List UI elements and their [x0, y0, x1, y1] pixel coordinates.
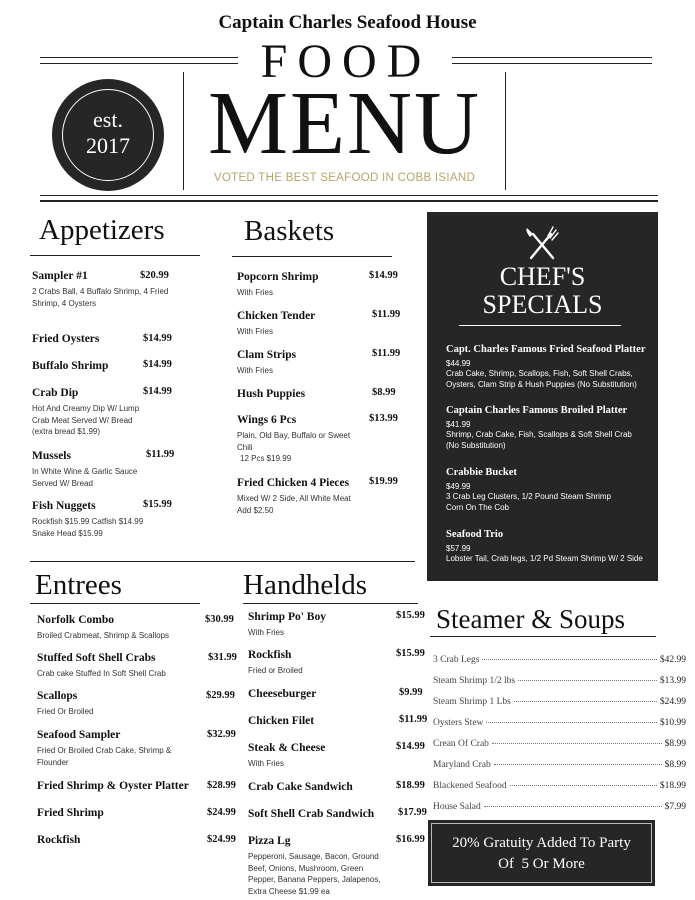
menu-item: [32, 387, 150, 438]
menu-item: [37, 729, 182, 768]
item-price: $14.99: [396, 741, 425, 752]
item-desc: Rockfish $15.99 Catfish $14.99 Snake Head $15.99: [32, 517, 144, 538]
entrees-top-rule: [30, 561, 415, 562]
item-desc: Fried or Broiled: [248, 666, 303, 675]
menu-item: [32, 500, 144, 539]
steamer-rule: [430, 636, 656, 637]
menu-item: [248, 781, 353, 793]
est-badge: [52, 79, 164, 191]
item-price: $15.99: [396, 648, 425, 659]
item-price: $30.99: [205, 614, 234, 625]
item-price: $31.99: [208, 652, 237, 663]
menu-item: [248, 808, 374, 820]
item-name: Crab Dip: [32, 387, 79, 399]
item-name: Oysters Stew: [433, 718, 484, 728]
item-desc: In White Wine & Garlic Sauce Served W/ Bread: [32, 467, 138, 488]
menu-item: [237, 414, 363, 465]
steamer-title: Steamer & Soups: [436, 604, 625, 634]
item-desc: Crab cake Stuffed In Soft Shell Crab: [37, 669, 166, 678]
item-price: $13.99: [369, 413, 398, 424]
appetizers-title: Appetizers: [39, 214, 165, 246]
item-name: Crabbie Bucket: [446, 467, 517, 478]
menu-item: [237, 271, 318, 299]
item-name: 3 Crab Legs: [433, 655, 480, 665]
item-name: Chicken Tender: [237, 310, 316, 322]
menu-item: [37, 834, 80, 846]
menu-item: [237, 310, 315, 338]
steamer-item: [433, 802, 686, 812]
handhelds-title: Handhelds: [243, 569, 368, 601]
chef-special-item: [446, 467, 656, 513]
menu-item: [32, 333, 99, 345]
est-year: 2017: [86, 133, 130, 158]
item-name: Capt. Charles Famous Fried Seafood Platter: [446, 344, 646, 355]
fork-knife-icon: [524, 225, 560, 261]
chef-special-item: [446, 344, 656, 390]
item-price: $49.99: [446, 482, 471, 491]
item-name: Sampler #1: [32, 270, 88, 282]
item-desc: With Fries: [237, 288, 273, 297]
item-price: $14.99: [369, 270, 398, 281]
leader-dots: [486, 722, 656, 723]
item-desc-extra: 12 Pcs $19.99: [240, 454, 292, 463]
item-name: Chicken Filet: [248, 715, 315, 727]
steamer-item: [433, 697, 686, 707]
gratuity-line2: Of 5 Or More: [498, 856, 585, 872]
header-bottom-rule-2: [40, 200, 658, 202]
item-name: Soft Shell Crab Sandwich: [248, 808, 375, 820]
header-rule-right-bottom: [452, 63, 652, 64]
item-price: $44.99: [446, 359, 471, 368]
item-desc: With Fries: [248, 628, 284, 637]
item-price: $18.99: [396, 780, 425, 791]
food-heading: FOOD: [260, 35, 432, 88]
item-name: Blackened Seafood: [433, 781, 507, 791]
menu-item: [32, 360, 108, 372]
item-name: Rockfish: [37, 834, 81, 846]
item-price: $11.99: [399, 714, 428, 725]
item-price: $42.99: [659, 655, 686, 665]
item-price: $28.99: [207, 780, 236, 791]
baskets-rule: [232, 256, 392, 257]
item-name: Scallops: [37, 690, 78, 702]
header-rule-left-bottom: [40, 63, 238, 64]
menu-item: [237, 477, 363, 516]
gratuity-box-border: [431, 823, 652, 883]
menu-item: [248, 715, 314, 727]
item-name: Shrimp Po' Boy: [248, 611, 326, 623]
item-name: Crean Of Crab: [433, 739, 489, 749]
menu-item: [237, 349, 296, 377]
menu-item: [37, 780, 189, 792]
restaurant-name: Captain Charles Seafood House: [218, 12, 477, 33]
menu-item: [248, 688, 316, 700]
item-desc: Plain, Old Bay, Buffalo or Sweet Chili: [237, 431, 351, 452]
est-label: est.: [93, 107, 123, 132]
item-desc: Crab Cake, Shrimp, Scallops, Fish, Soft Shell Crabs, Oysters, Clam Strip & Hush Puppies (No Substitution): [446, 369, 637, 389]
item-price: $8.99: [664, 760, 686, 770]
header-bottom-rule-1: [40, 195, 658, 196]
item-price: $10.99: [659, 718, 686, 728]
entrees-rule: [30, 603, 200, 604]
item-price: $20.99: [140, 270, 169, 281]
item-price: $17.99: [398, 807, 427, 818]
menu-heading: MENU: [208, 74, 481, 173]
leader-dots: [518, 680, 657, 681]
chefs-title-line2: SPECIALS: [482, 290, 603, 319]
gratuity-line1: 20% Gratuity Added To Party: [452, 835, 631, 851]
leader-dots: [492, 743, 662, 744]
entrees-title: Entrees: [35, 569, 122, 601]
item-name: Hush Puppies: [237, 388, 306, 400]
steamer-item: [433, 718, 686, 728]
item-desc: Broiled Crabmeat, Shrimp & Scallops: [37, 631, 170, 640]
header-rule-right-top: [452, 57, 652, 58]
menu-item: [37, 652, 166, 680]
leader-dots: [484, 806, 662, 807]
chef-special-item: [446, 405, 656, 451]
item-name: Seafood Sampler: [37, 729, 121, 741]
item-desc: 2 Crabs Ball, 4 Buffalo Shrimp, 4 Fried Shrimp, 4 Oysters: [32, 287, 169, 308]
item-name: Fried Chicken 4 Pieces: [237, 477, 350, 489]
item-price: $11.99: [146, 449, 175, 460]
item-name: Rockfish: [248, 649, 292, 661]
menu-item: [248, 835, 388, 897]
chef-special-item: [446, 529, 656, 564]
item-name: Fried Shrimp & Oyster Platter: [37, 780, 189, 792]
menu-item: [248, 649, 303, 677]
gratuity-box: [428, 820, 655, 886]
item-desc: Fried Or Broiled: [37, 707, 94, 716]
item-name: Crab Cake Sandwich: [248, 781, 353, 793]
item-name: Norfolk Combo: [37, 614, 114, 626]
item-price: $11.99: [372, 309, 401, 320]
menu-item: [248, 742, 325, 770]
item-price: $29.99: [206, 690, 235, 701]
item-name: Popcorn Shrimp: [237, 271, 319, 283]
menu-item: [37, 690, 93, 718]
item-price: $41.99: [446, 420, 471, 429]
menu-item: [37, 614, 169, 642]
item-price: $13.99: [659, 676, 686, 686]
item-name: Fried Shrimp: [37, 807, 104, 819]
item-price: $8.99: [664, 739, 686, 749]
leader-dots: [514, 701, 657, 702]
header-rule-left-top: [40, 57, 238, 58]
baskets-title: Baskets: [244, 215, 335, 247]
item-name: Fried Oysters: [32, 333, 100, 345]
item-name: Captain Charles Famous Broiled Platter: [446, 405, 628, 416]
menu-item: [248, 611, 326, 639]
item-desc: With Fries: [248, 759, 284, 768]
item-name: Steak & Cheese: [248, 742, 326, 754]
handhelds-rule: [243, 603, 418, 604]
item-desc: Pepperoni, Sausage, Bacon, Ground Beef, Onions, Mushroom, Green Pepper, Banana Peppers, Jalapenos, Extra Cheese $1.99 ea: [248, 852, 381, 896]
item-price: $14.99: [143, 359, 172, 370]
item-price: $7.99: [664, 802, 686, 812]
item-name: Clam Strips: [237, 349, 297, 361]
menu-item: [32, 450, 150, 489]
item-name: Steam Shrimp 1 Lbs: [433, 697, 511, 707]
item-name: Fish Nuggets: [32, 500, 96, 512]
leader-dots: [510, 785, 657, 786]
item-desc: With Fries: [237, 366, 273, 375]
item-name: Buffalo Shrimp: [32, 360, 109, 372]
menu-item: [237, 388, 305, 400]
item-desc: Fried Or Broiled Crab Cake, Shrimp & Flounder: [37, 746, 172, 767]
item-price: $16.99: [396, 834, 425, 845]
item-price: $11.99: [372, 348, 401, 359]
steamer-item: [433, 739, 686, 749]
item-desc: Lobster Tail, Crab legs, 1/2 Pd Steam Shrimp W/ 2 Side: [446, 554, 643, 563]
item-desc: Shrimp, Crab Cake, Fish, Scallops & Soft Shell Crab (No Substitution): [446, 430, 632, 450]
item-name: Steam Shrimp 1/2 lbs: [433, 676, 516, 686]
chefs-specials-panel: [427, 212, 658, 581]
item-price: $15.99: [143, 499, 172, 510]
chefs-title-rule: [459, 325, 621, 326]
item-name: Seafood Trio: [446, 529, 504, 540]
item-price: $24.99: [207, 807, 236, 818]
item-name: Pizza Lg: [248, 835, 291, 847]
item-price: $14.99: [143, 386, 172, 397]
menu-item: [37, 807, 104, 819]
item-desc: Mixed W/ 2 Side, All White Meat Add $2.50: [237, 494, 351, 515]
item-price: $19.99: [369, 476, 398, 487]
item-price: $24.99: [207, 834, 236, 845]
item-price: $24.99: [659, 697, 686, 707]
item-desc: 3 Crab Leg Clusters, 1/2 Pound Steam Shrimp Corn On The Cob: [446, 492, 611, 512]
item-desc: With Fries: [237, 327, 273, 336]
tagline: VOTED THE BEST SEAFOOD IN COBB ISIAND: [213, 172, 476, 184]
header-divider-vertical-right: [505, 72, 506, 190]
item-price: $18.99: [659, 781, 686, 791]
chefs-title-line1: CHEF'S: [499, 262, 586, 291]
item-desc: Hot And Creamy Dip W/ Lump Crab Meat Served W/ Bread (extra bread $1.99): [32, 404, 140, 436]
leader-dots: [494, 764, 662, 765]
steamer-item: [433, 676, 686, 686]
appetizers-rule: [30, 255, 200, 256]
item-name: Mussels: [32, 450, 71, 462]
leader-dots: [482, 659, 656, 660]
item-name: House Salad: [433, 802, 481, 812]
item-price: $32.99: [207, 729, 236, 740]
item-price: $57.99: [446, 544, 471, 553]
item-price: $9.99: [399, 687, 423, 698]
item-name: Wings 6 Pcs: [237, 414, 297, 426]
item-name: Maryland Crab: [433, 760, 491, 770]
item-price: $8.99: [372, 387, 396, 398]
item-name: Cheeseburger: [248, 688, 317, 700]
item-name: Stuffed Soft Shell Crabs: [37, 652, 156, 664]
steamer-item: [433, 781, 686, 791]
item-price: $15.99: [396, 610, 425, 621]
steamer-item: [433, 655, 686, 665]
item-price: $14.99: [143, 333, 172, 344]
steamer-item: [433, 760, 686, 770]
